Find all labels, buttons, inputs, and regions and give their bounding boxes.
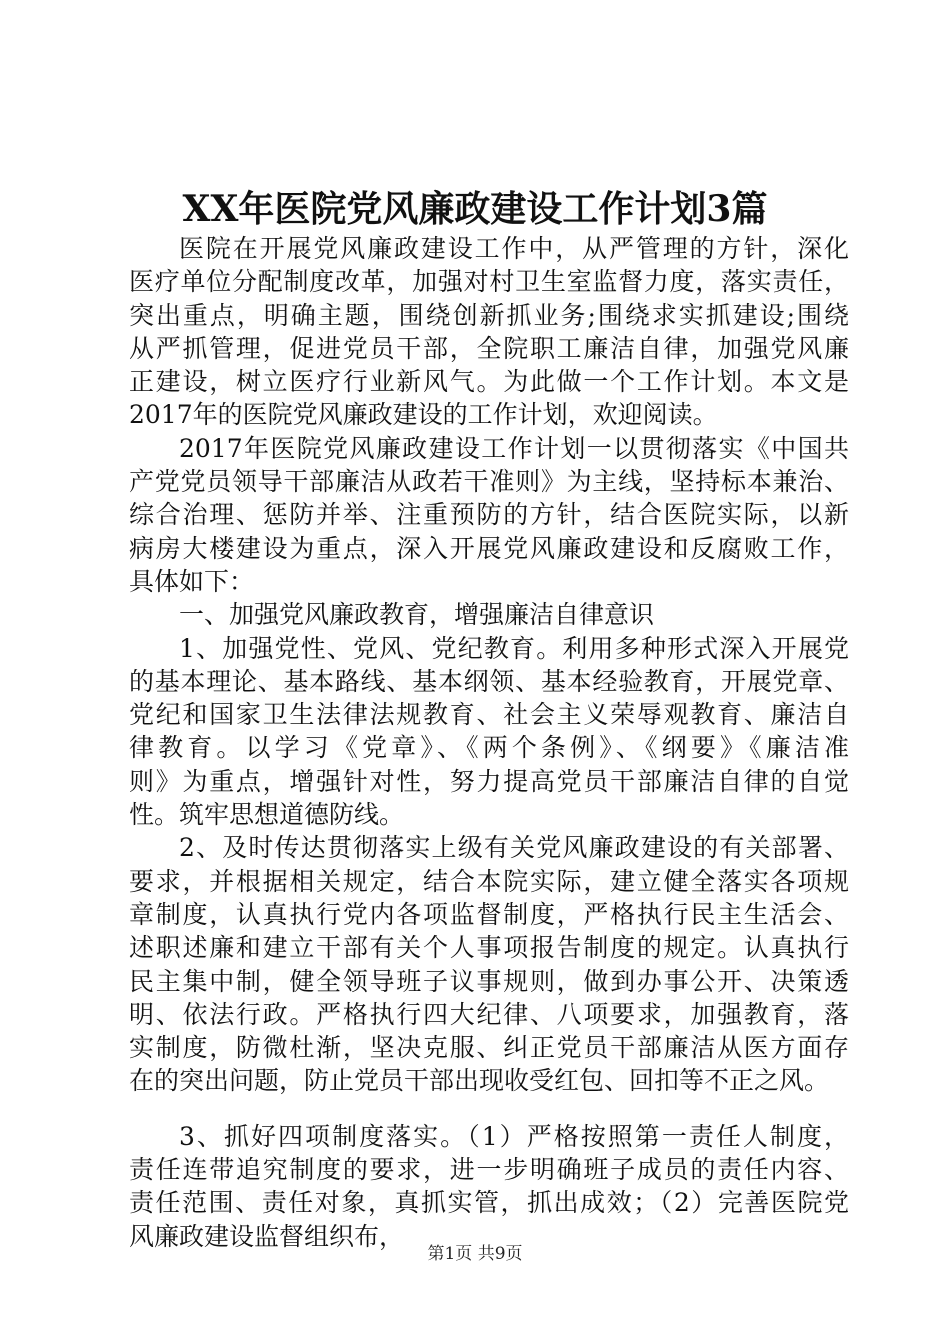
text-line: 述职述廉和建立干部有关个人事项报告制度的规定。认真执行 [129,933,849,963]
text-line: 风廉政建设监督组织布， [129,1221,405,1251]
page-footer: 第1页 共9页 [427,1244,523,1264]
text-line: 要求，并根据相关规定，结合本院实际，建立健全落实各项规 [129,866,849,896]
text-line: 责任连带追究制度的要求，进一步明确班子成员的责任内容、 [129,1155,849,1185]
paragraph-gap [129,1098,849,1120]
text-line: 综合治理、惩防并举、注重预防的方针，结合医院实际，以新 [129,500,849,530]
text-line: 的基本理论、基本路线、基本纲领、基本经验教育，开展党章、 [129,666,849,696]
text-line: 实制度，防微杜渐，坚决克服、纠正党员干部廉洁从医方面存 [129,1033,849,1063]
document-title: XX年医院党风廉政建设工作计划3篇 [182,188,768,230]
text-line: 3、抓好四项制度落实。（1）严格按照第一责任人制度， [179,1121,849,1151]
text-line: 1、加强党性、党风、党纪教育。利用多种形式深入开展党 [179,633,849,663]
text-line: 具体如下： [129,566,255,596]
text-line: 民主集中制，健全领导班子议事规则，做到办事公开、决策透 [129,966,849,996]
text-line: 性。筑牢思想道德防线。 [129,800,405,830]
text-line: 律教育。以学习《党章》、《两个条例》、《纲要》《廉洁准 [129,733,849,763]
text-line: 章制度，认真执行党内各项监督制度，严格执行民主生活会、 [129,899,849,929]
text-line: 一、加强党风廉政教育，增强廉洁自律意识 [179,600,655,630]
text-line: 2、及时传达贯彻落实上级有关党风廉政建设的有关部署、 [179,833,849,863]
text-line: 在的突出问题，防止党员干部出现收受红包、回扣等不正之风。 [129,1066,830,1096]
text-line: 2017年的医院党风廉政建设的工作计划，欢迎阅读。 [129,400,718,430]
text-line: 明、依法行政。严格执行四大纪律、八项要求，加强教育，落 [129,999,849,1029]
text-line: 病房大楼建设为重点，深入开展党风廉政建设和反腐败工作， [129,533,849,563]
text-line: 突出重点，明确主题，围绕创新抓业务;围绕求实抓建设;围绕 [129,300,849,330]
text-line: 则》为重点，增强针对性，努力提高党员干部廉洁自律的自觉 [129,766,849,796]
text-line: 医疗单位分配制度改革，加强对村卫生室监督力度，落实责任， [129,267,849,297]
text-line: 产党党员领导干部廉洁从政若干准则》为主线，坚持标本兼治、 [129,467,849,497]
text-line: 医院在开展党风廉政建设工作中，从严管理的方针，深化 [179,234,849,263]
text-line: 正建设，树立医疗行业新风气。为此做一个工作计划。本文是 [129,367,849,397]
text-line: 从严抓管理，促进党员干部，全院职工廉洁自律，加强党风廉 [129,333,849,363]
document-body [129,232,849,1253]
text-line: 2017年医院党风廉政建设工作计划一以贯彻落实《中国共 [179,433,849,463]
text-line: 党纪和国家卫生法律法规教育、社会主义荣辱观教育、廉洁自 [129,700,849,730]
text-line: 责任范围、责任对象，真抓实管，抓出成效；（2）完善医院党 [129,1188,849,1218]
